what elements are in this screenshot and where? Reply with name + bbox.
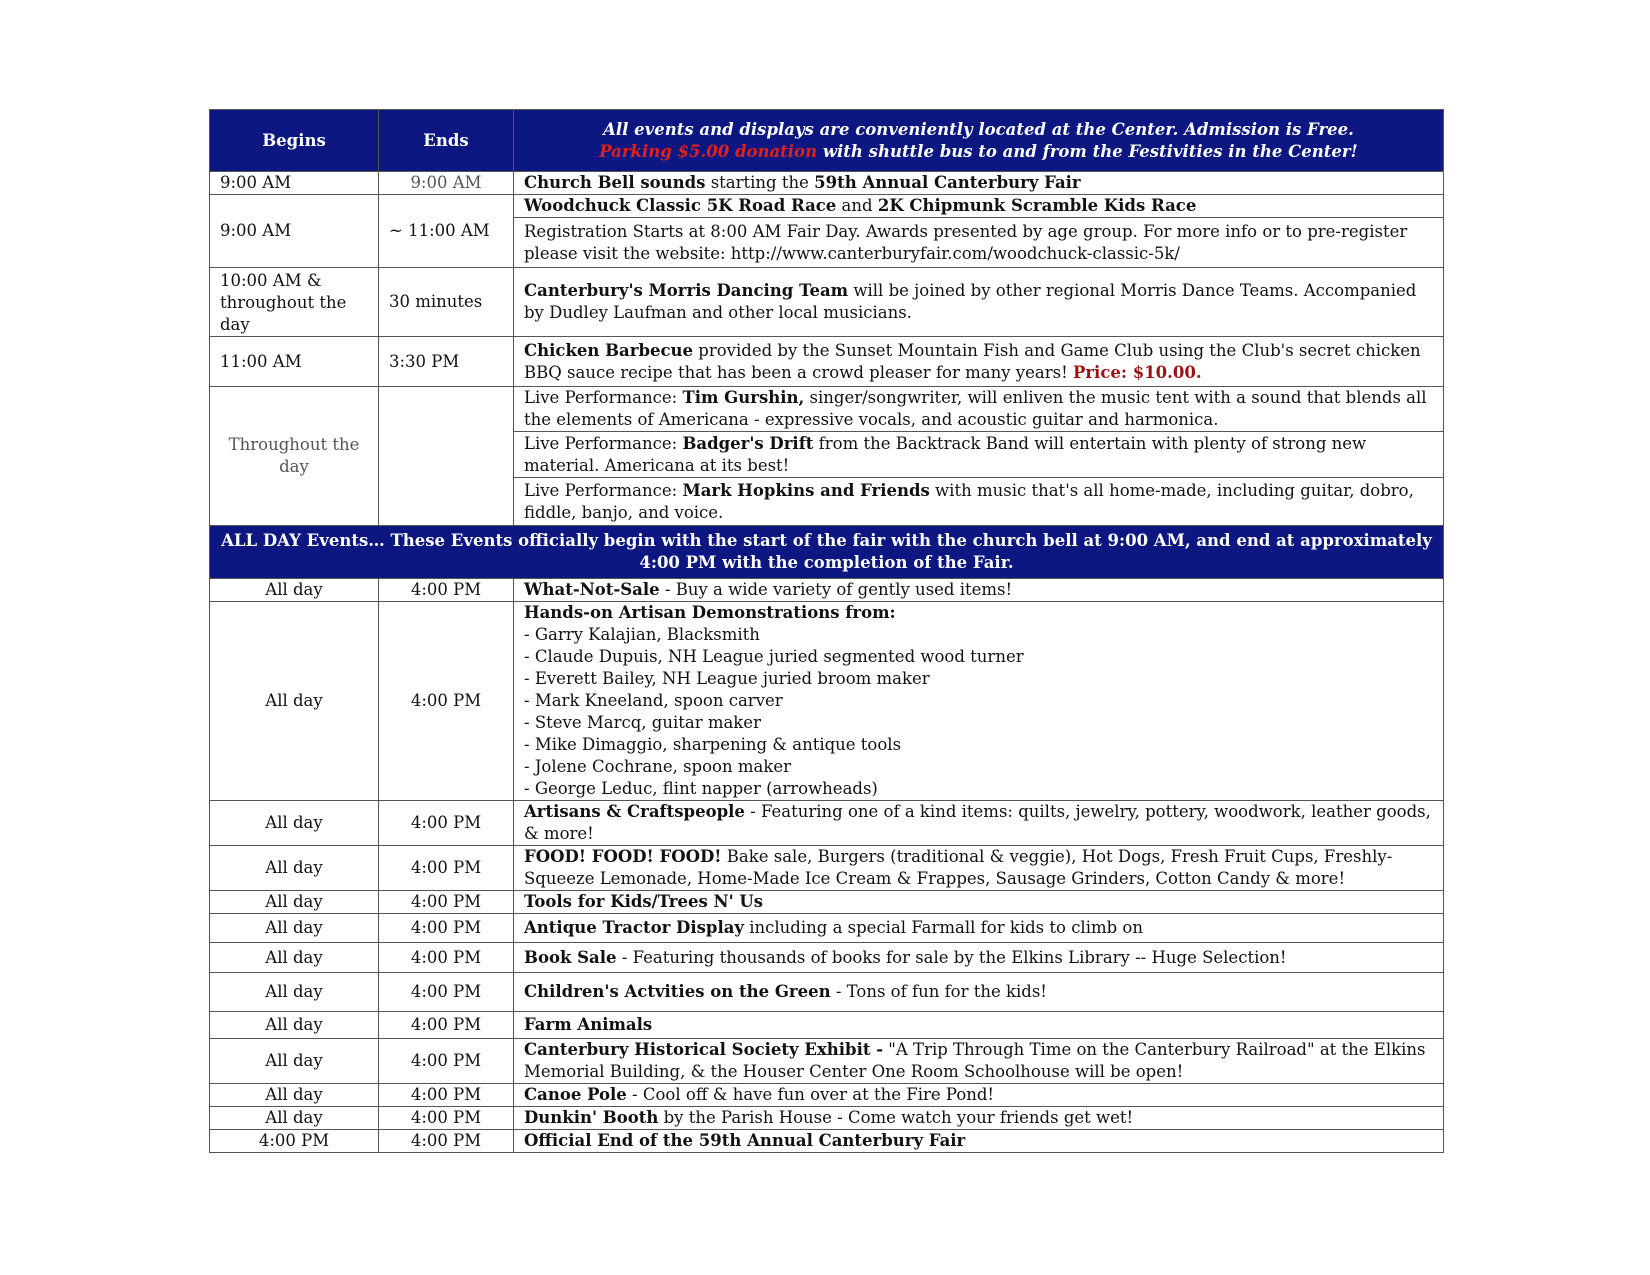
event-cell: Children's Actvities on the Green - Tons of fun for the kids! [514, 973, 1444, 1012]
event-cell: Church Bell sounds starting the 59th Annual Canterbury Fair [514, 172, 1444, 195]
begins-cell: 4:00 PM [210, 1130, 379, 1153]
list-item: - Claude Dupuis, NH League juried segmented wood turner [524, 647, 1024, 666]
table-row [210, 1084, 1444, 1107]
allday-banner: ALL DAY Events… These Events officially begin with the start of the fair with the church bell at 9:00 AM, and end at approximately 4:00 PM with the completion of the Fair. [210, 526, 1444, 579]
ends-header: Ends [379, 110, 514, 172]
ends-cell: 4:00 PM [379, 891, 514, 914]
event-cell: Canterbury Historical Society Exhibit - "A Trip Through Time on the Canterbury Railroad" at the Elkins Memorial Building, & the Houser Center One Room Schoolhouse will be open! [514, 1039, 1444, 1084]
header-notice [514, 110, 1444, 172]
table-row [210, 195, 1444, 218]
ends-cell: 4:00 PM [379, 1039, 514, 1084]
list-item: - Steve Marcq, guitar maker [524, 713, 761, 732]
table-row [210, 1130, 1444, 1153]
begins-cell: All day [210, 1084, 379, 1107]
event-cell: Chicken Barbecue provided by the Sunset Mountain Fish and Game Club using the Club's secret chicken BBQ sauce recipe that has been a crowd pleaser for many years! Price: $10.00. [514, 337, 1444, 387]
artisan-list-cell [514, 602, 1444, 801]
table-row [210, 891, 1444, 914]
ends-cell: 3:30 PM [379, 337, 514, 387]
shuttle-notice: with shuttle bus to and from the Festivities in the Center! [817, 141, 1358, 161]
begins-cell: All day [210, 801, 379, 846]
begins-cell: All day [210, 943, 379, 973]
event-cell: Official End of the 59th Annual Canterbury Fair [514, 1130, 1444, 1153]
table-row [210, 579, 1444, 602]
table-row [210, 337, 1444, 387]
ends-cell: 4:00 PM [379, 1012, 514, 1039]
begins-header: Begins [210, 110, 379, 172]
begins-cell: All day [210, 891, 379, 914]
begins-cell: 9:00 AM [210, 172, 379, 195]
event-cell: Dunkin' Booth by the Parish House - Come watch your friends get wet! [514, 1107, 1444, 1130]
table-row [210, 801, 1444, 846]
table-row [210, 846, 1444, 891]
event-cell: Book Sale - Featuring thousands of books for sale by the Elkins Library -- Huge Selection! [514, 943, 1444, 973]
event-cell: Live Performance: Tim Gurshin, singer/songwriter, will enliven the music tent with a sound that blends all the elements of Americana - expressive vocals, and acoustic guitar and harmonica. [514, 387, 1444, 432]
begins-cell: Throughout the day [210, 387, 379, 526]
begins-cell: All day [210, 973, 379, 1012]
table-row [210, 914, 1444, 943]
event-cell: Woodchuck Classic 5K Road Race and 2K Chipmunk Scramble Kids Race [514, 195, 1444, 218]
list-item: - Mike Dimaggio, sharpening & antique tools [524, 735, 902, 754]
table-row [210, 172, 1444, 195]
begins-cell: All day [210, 1107, 379, 1130]
event-cell: Canoe Pole - Cool off & have fun over at the Fire Pond! [514, 1084, 1444, 1107]
ends-cell [379, 387, 514, 526]
event-cell: Live Performance: Badger's Drift from the Backtrack Band will entertain with plenty of strong new material. Americana at its best! [514, 432, 1444, 478]
ends-cell: 30 minutes [379, 268, 514, 337]
table-row [210, 1039, 1444, 1084]
event-cell: Live Performance: Mark Hopkins and Friends with music that's all home-made, including guitar, dobro, fiddle, banjo, and voice. [514, 478, 1444, 526]
ends-cell: 4:00 PM [379, 1107, 514, 1130]
begins-cell: All day [210, 579, 379, 602]
begins-cell: All day [210, 602, 379, 801]
table-row [210, 387, 1444, 432]
ends-cell: 4:00 PM [379, 973, 514, 1012]
header-row [210, 110, 1444, 172]
list-item: - Mark Kneeland, spoon carver [524, 691, 783, 710]
event-cell: Antique Tractor Display including a special Farmall for kids to climb on [514, 914, 1444, 943]
event-cell: Artisans & Craftspeople - Featuring one of a kind items: quilts, jewelry, pottery, woodwork, leather goods, & more! [514, 801, 1444, 846]
table-row [210, 943, 1444, 973]
event-cell: What-Not-Sale - Buy a wide variety of gently used items! [514, 579, 1444, 602]
table-row [210, 268, 1444, 337]
ends-cell: 4:00 PM [379, 1130, 514, 1153]
event-cell: Farm Animals [514, 1012, 1444, 1039]
ends-cell: 9:00 AM [379, 172, 514, 195]
begins-cell: All day [210, 914, 379, 943]
list-item: - Garry Kalajian, Blacksmith [524, 625, 760, 644]
artisan-title: Hands-on Artisan Demonstrations from: [524, 603, 896, 622]
table-row [210, 1012, 1444, 1039]
ends-cell: 4:00 PM [379, 914, 514, 943]
event-cell: FOOD! FOOD! FOOD! Bake sale, Burgers (traditional & veggie), Hot Dogs, Fresh Fruit Cups, Freshly-Squeeze Lemonade, Home-Made Ice Cream & Frappes, Sausage Grinders, Cotton Candy & more! [514, 846, 1444, 891]
list-item: - Everett Bailey, NH League juried broom maker [524, 669, 930, 688]
schedule-table [209, 109, 1444, 1153]
event-detail-cell: Registration Starts at 8:00 AM Fair Day. Awards presented by age group. For more info or to pre-register please visit the website: http://www.canterburyfair.com/woodchuck-classic-5k/ [514, 218, 1444, 268]
list-item: - George Leduc, flint napper (arrowheads) [524, 779, 878, 798]
admission-notice: All events and displays are conveniently located at the Center. Admission is Free. [603, 119, 1354, 139]
event-cell: Tools for Kids/Trees N' Us [514, 891, 1444, 914]
table-row [210, 602, 1444, 801]
ends-cell: 4:00 PM [379, 943, 514, 973]
begins-cell: 9:00 AM [210, 195, 379, 268]
event-cell: Canterbury's Morris Dancing Team will be joined by other regional Morris Dance Teams. Accompanied by Dudley Laufman and other local musicians. [514, 268, 1444, 337]
parking-donation: Parking $5.00 donation [599, 141, 818, 161]
ends-cell: ~ 11:00 AM [379, 195, 514, 268]
ends-cell: 4:00 PM [379, 602, 514, 801]
begins-cell: All day [210, 1012, 379, 1039]
ends-cell: 4:00 PM [379, 801, 514, 846]
ends-cell: 4:00 PM [379, 579, 514, 602]
begins-cell: 10:00 AM & throughout the day [210, 268, 379, 337]
list-item: - Jolene Cochrane, spoon maker [524, 757, 791, 776]
ends-cell: 4:00 PM [379, 1084, 514, 1107]
allday-banner-row [210, 526, 1444, 579]
begins-cell: All day [210, 846, 379, 891]
table-row [210, 1107, 1444, 1130]
begins-cell: 11:00 AM [210, 337, 379, 387]
table-row [210, 973, 1444, 1012]
begins-cell: All day [210, 1039, 379, 1084]
ends-cell: 4:00 PM [379, 846, 514, 891]
